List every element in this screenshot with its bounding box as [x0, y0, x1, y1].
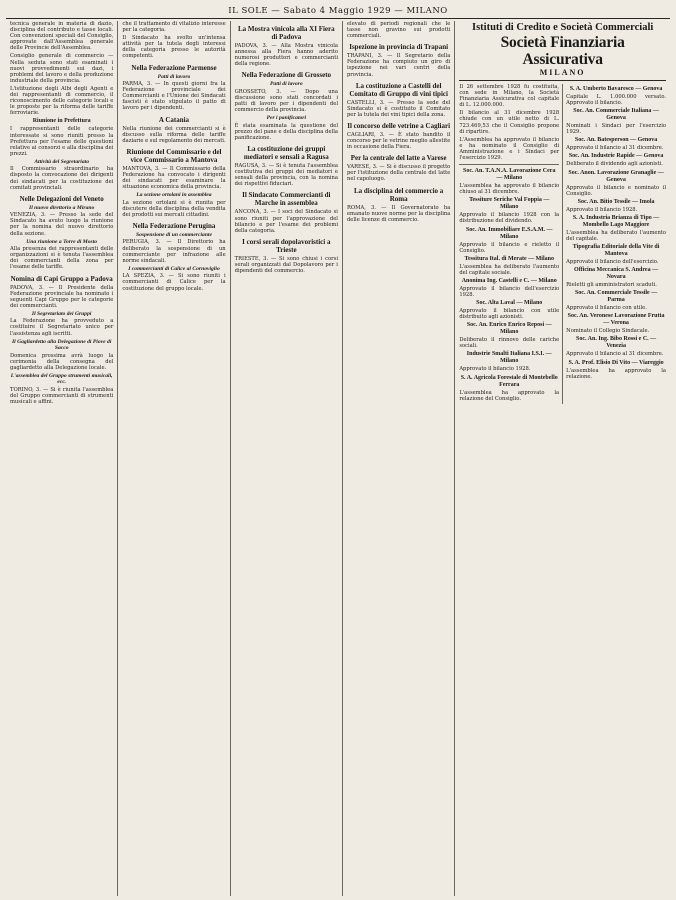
- article-paragraph: CASTELLI, 3. — Presso la sede del Sindacato si è costituito il Comitato per la tutela dei vini tipici della zona.: [346, 99, 451, 118]
- sub-headline: La sezione ortolani in assemblea: [136, 192, 212, 199]
- article-paragraph: Approvato il bilancio 1928.: [459, 366, 531, 373]
- section-headline: La costituzione a Castelli del Comitato di Gruppo di vini tipici: [349, 81, 448, 98]
- company-headline: S. A. Agricola Forestale di Montebello Ferrara: [460, 374, 558, 388]
- newspaper-page: [6, 4, 670, 896]
- banner: [459, 22, 666, 81]
- sub-headline: Il Segretariato dei Gruppi: [31, 310, 92, 317]
- article-paragraph: Deliberato il rinnovo delle cariche sociali.: [459, 337, 560, 350]
- article-paragraph: L'assemblea ha deliberato l'aumento del capitale sociale.: [459, 263, 560, 276]
- section-headline: Nelle Delegazioni del Veneto: [19, 194, 104, 203]
- section-headline: I corsi serali dopolavoristici a Trieste: [242, 237, 331, 254]
- article-paragraph: L'assemblea ha approvato la relazione del Consiglio.: [459, 389, 560, 402]
- article-paragraph: PARMA, 3. — In questi giorni fra la Federazione provinciale dei Commercianti e l'Unione dei Sindacati fascisti è stato stipulato il patto di lavoro per i dipendenti.: [122, 81, 226, 112]
- section-headline: Per la centrale del latte a Varese: [350, 154, 447, 163]
- column-3: [231, 21, 343, 896]
- section-headline: Il Sindacato Commercianti di Marche in assemblea: [242, 191, 331, 208]
- sub-headline: Il nuovo direttorio a Mirano: [29, 204, 95, 211]
- article-paragraph: È stata esaminata la questione del prezzo del pane e della disciplina della panificazione.: [234, 122, 338, 141]
- sub-headline: I commercianti di Calice al Cornoviglio: [128, 265, 220, 272]
- article-paragraph: Il Sindacato ha svolto un'intensa attività per la tutela degli interessi della categoria presso le autorità competenti.: [122, 35, 226, 60]
- company-headline: Officina Meccanica S. Andrea — Novara: [574, 267, 659, 281]
- sub-headline: Il Gagliardetto alla Delegazione di Piove di Sacco: [11, 338, 112, 352]
- section-headline: A Catania: [158, 115, 190, 124]
- article-paragraph: Approvato il bilancio 1928.: [566, 206, 638, 213]
- column-5: [459, 84, 563, 404]
- banner-line1: Istituti di Credito e Società Commerciali: [472, 22, 654, 33]
- company-headline: Soc. An. Industrie Rapide — Genova: [568, 153, 664, 160]
- banner-line2: Società Finanziaria Assicurativa: [500, 34, 625, 68]
- company-headline: Soc. An. Bitio Tessile — Imola: [577, 198, 655, 205]
- section-headline: Nella Federazione di Grosseto: [241, 71, 332, 80]
- sub-headline: Una riunione a Torre di Mosto: [26, 238, 98, 245]
- column-4: [343, 21, 455, 896]
- article-paragraph: TORINO, 3. — Si è riunita l'assemblea del Gruppo commercianti di strumenti musicali e affini.: [10, 386, 114, 406]
- company-headline: Soc. An. Commerciale Italiana — Genova: [573, 108, 659, 122]
- article-paragraph: PERUGIA, 3. — Il Direttorio ha deliberato la sospensione di un commerciante per infrazione alle norme sindacali.: [122, 239, 226, 264]
- article-paragraph: L'assemblea ha approvato il bilancio chiuso al 31 dicembre.: [459, 183, 560, 196]
- article-paragraph: Il bilancio al 31 dicembre 1928 chiude con un utile netto di L. 723.469,53 che il Consiglio propone di ripartire.: [459, 110, 560, 135]
- company-headline: Soc. Alta Laval — Milano: [476, 300, 543, 307]
- article-paragraph: PADOVA, 3. — Il Presidente della Federazione provinciale ha nominato i seguenti Capi Gruppo per le categorie dei commercianti.: [10, 284, 114, 309]
- section-headline: Nomina di Capi Gruppo a Padova: [10, 274, 113, 283]
- section-headline: Ispezione in provincia di Trapani: [349, 43, 449, 52]
- company-headline: S. A. Industria Brianza di Tipo — Mombello Lago Maggiore: [572, 214, 660, 228]
- article-paragraph: Domenica prossima avrà luogo la cerimonia della consegna del gagliardetto alla Delegazione locale.: [10, 352, 114, 371]
- company-headline: Riunione in Prefettura: [32, 118, 91, 125]
- company-headline: Tessitura Ital. di Merate — Milano: [464, 255, 554, 262]
- article-paragraph: MANTOVA, 3. — Il Commissario della Federazione ha convocato i dirigenti dei sindacati per esaminare la situazione economica della provincia.: [122, 165, 226, 191]
- company-headline: Soc. An. Batesperson — Genova: [574, 137, 658, 144]
- article-paragraph: VARESE, 3. — Si è discusso il progetto per l'istituzione della centrale del latte nel capoluogo.: [346, 164, 451, 183]
- company-headline: Soc. An. T.A.N.A. Lavorazione Cera — Milano: [463, 168, 556, 182]
- article-paragraph: La Federazione ha provveduto a costituire il Segretariato unico per l'assistenza agli iscritti.: [10, 318, 114, 337]
- article-paragraph: Alla presenza dei rappresentanti delle organizzazioni si è tenuta l'assemblea dei commercianti della zona per l'esame delle tariffe.: [10, 246, 114, 271]
- article-paragraph: Nominato il Collegio Sindacale.: [566, 328, 650, 335]
- article-paragraph: Nominati i Sindaci per l'esercizio 1929.: [566, 123, 666, 136]
- article-paragraph: L'Assemblea ha approvato il bilancio e ha nominato il Consiglio di Amministrazione e i Sindaci per l'esercizio 1929.: [459, 136, 560, 162]
- sub-headline: Patti di lavoro: [270, 81, 303, 88]
- sub-headline: Patti di lavoro: [157, 73, 191, 80]
- article-paragraph: La sezione ortolani si è riunita per discutere della disciplina della vendita dei prodotti sui mercati cittadini.: [122, 199, 226, 218]
- column-2: [118, 21, 230, 896]
- article-paragraph: ANCONA, 3. — I soci del Sindacato si sono riuniti per l'approvazione del bilancio e per l'esame dei problemi della categoria.: [234, 209, 338, 234]
- article-paragraph: RAGUSA, 3. — Si è tenuta l'assemblea costitutiva dei gruppi dei mediatori e sensali della provincia, con la nomina dei rispettivi fiduciari.: [234, 163, 338, 188]
- article-paragraph: ROMA, 3. — Il Governatorato ha emanato nuove norme per la disciplina delle licenze di commercio.: [346, 204, 451, 223]
- article-paragraph: Approvato il bilancio al 31 dicembre.: [566, 351, 664, 358]
- article-paragraph: Il 26 settembre 1928 fu costituita, con sede in Milano, la Società Finanziaria Assicurativa col capitale di L. 12.000.000.: [459, 84, 560, 109]
- company-headline: S. A. Prof. Elisio Di Vito — Viareggio: [568, 359, 664, 366]
- column-6: [566, 84, 666, 404]
- company-headline: Soc. Anon. Lavorazione Granaglie — Genova: [568, 169, 664, 183]
- company-headline: Soc. An. Immobiliare E.S.A.M. — Milano: [465, 226, 553, 240]
- column-1: [6, 21, 118, 896]
- article-paragraph: Deliberato il dividendo agli azionisti.: [566, 161, 663, 168]
- article-paragraph: VENEZIA, 3. — Presso la sede del Sindacato ha avuto luogo la riunione per la nomina del nuovo direttorio della sezione.: [10, 212, 114, 237]
- article-paragraph: Approvato il bilancio dell'esercizio.: [566, 259, 659, 266]
- sub-headline: Attività del Segretariato: [34, 158, 90, 165]
- article-paragraph: I rappresentanti delle categorie interessate si sono riuniti presso la Prefettura per l'esame delle questioni relative ai consorzi e alla disciplina dei prezzi.: [10, 126, 114, 157]
- company-headline: Soc. An. Veronese Lavorazione Frutta — Verona: [567, 313, 665, 327]
- section-headline: Nella Federazione Perugina: [132, 221, 216, 230]
- sub-headline: Per i panificatori: [266, 115, 307, 122]
- article-paragraph: LA SPEZIA, 3. — Si sono riuniti i commercianti di Calice per la costituzione del gruppo locale.: [122, 273, 226, 292]
- banner-line3: MILANO: [539, 68, 586, 77]
- banner-subcolumns: [459, 84, 666, 404]
- divider: [459, 164, 559, 165]
- article-paragraph: che il trattamento di vitalizio interesse per la categoria.: [122, 21, 226, 34]
- columns-container: [6, 21, 670, 896]
- section-headline: La disciplina del commercio a Roma: [353, 186, 444, 203]
- article-paragraph: Consiglio generale di commercio — Nella seduta sono stati esaminati i nuovi provvedimenti sui dazi, i problemi del lavoro e della produzione industriale della provincia.: [10, 53, 114, 84]
- running-head: IL SOLE — Sabato 4 Maggio 1929 — MILANO: [6, 4, 670, 19]
- article-paragraph: Approvato il bilancio e rieletto il Consiglio.: [459, 241, 560, 254]
- article-paragraph: L'istituzione degli Albi degli Agenti e dei rappresentanti di commercio, il riconoscimento delle categorie locali e le proposte per la riforma delle tariffe ferroviarie.: [10, 85, 114, 117]
- company-headline: Tessiture Seriche Val Foppia — Milano: [469, 197, 550, 211]
- article-paragraph: elevato di periodi regionali che le tasse non gravino sui prodotti commerciali.: [346, 21, 451, 40]
- article-paragraph: PADOVA, 3. — Alla Mostra vinicola annessa alla Fiera hanno aderito numerosi produttori e commercianti della regione.: [234, 43, 338, 68]
- article-paragraph: Capitale L. 1.000.000 versato. Approvato il bilancio.: [566, 94, 666, 107]
- sub-headline: L'assemblea del Gruppo strumenti musicali, ecc.: [10, 372, 113, 386]
- article-paragraph: Rieletti gli amministratori scaduti.: [566, 282, 657, 289]
- section-headline: La costituzione dei gruppi mediatori e sensali a Ragusa: [243, 145, 329, 162]
- section-headline: Il concorso delle vetrine a Cagliari: [347, 121, 451, 130]
- company-headline: Anonima Ing. Castelli e C. — Milano: [461, 277, 557, 284]
- article-paragraph: Approvato il bilancio con utile.: [566, 305, 647, 312]
- sub-headline: Sospensione di un commerciante: [135, 231, 212, 238]
- company-headline: S. A. Umberto Bavaresco — Genova: [569, 86, 663, 92]
- section-headline: Nella Federazione Parmense: [131, 63, 217, 72]
- article-paragraph: Approvato il bilancio 1928 con la distribuzione del dividendo.: [459, 212, 560, 225]
- article-paragraph: CAGLIARI, 3. — È stato bandito il concorso per le vetrine meglio allestite in occasione della Fiera.: [346, 131, 451, 151]
- company-headline: Tipografia Editoriale della Vite di Mantova: [572, 244, 660, 258]
- article-paragraph: GROSSETO, 3. — Dopo una discussione sono stati concordati i patti di lavoro per i dipendenti del commercio della provincia.: [234, 88, 338, 114]
- article-paragraph: L'assemblea ha approvato la relazione.: [566, 367, 666, 380]
- section-headline: Riunione del Commissario e del vice Commissario a Mantova: [126, 147, 222, 164]
- company-headline: Soc. An. Commerciale Tessile — Parma: [574, 290, 658, 304]
- company-headline: Soc. An. Ing. Bibo Rossi e C. — Venezia: [575, 336, 657, 350]
- article-paragraph: Nella riunione dei commercianti si è discusso sulla riforma delle tariffe daziarie e sul regolamento dei mercati.: [122, 125, 226, 144]
- section-headline: La Mostra vinicola alla XI Fiera di Padova: [238, 25, 335, 41]
- article-paragraph: TRIESTE, 3. — Si sono chiusi i corsi serali organizzati dal Dopolavoro per i dipendenti del commercio.: [234, 255, 338, 274]
- article-paragraph: L'assemblea ha deliberato l'aumento del capitale.: [566, 229, 666, 242]
- article-paragraph: Approvato il bilancio con utile distribuito agli azionisti.: [459, 308, 560, 321]
- article-paragraph: tecnica generale in materia di dazio, disciplina del contributo e tasse locali. Con convenzioni speciali del Consiglio, approvate dall'Assemblea generale delle Provincie dell'Assemblea.: [10, 21, 114, 52]
- article-paragraph: Approvato il bilancio al 31 dicembre.: [566, 145, 664, 152]
- article-paragraph: TRAPANI, 3. — Il Segretario della Federazione ha compiuto un giro di ispezione nei vari centri della provincia.: [346, 53, 451, 78]
- company-headline: Soc. An. Enrico Enrico Reposi — Milano: [466, 322, 552, 336]
- company-headline: Industrie Smalti Italiana I.S.I. — Milano: [466, 351, 552, 365]
- article-paragraph: Approvato il bilancio dell'esercizio 1928.: [459, 285, 560, 298]
- article-paragraph: Approvato il bilancio e nominato il Consiglio.: [566, 184, 666, 197]
- column-5-wide: [455, 21, 670, 896]
- article-paragraph: Il Commissario straordinario ha disposto la convocazione dei dirigenti dei sindacati per la costituzione dei comitati provinciali.: [10, 166, 114, 191]
